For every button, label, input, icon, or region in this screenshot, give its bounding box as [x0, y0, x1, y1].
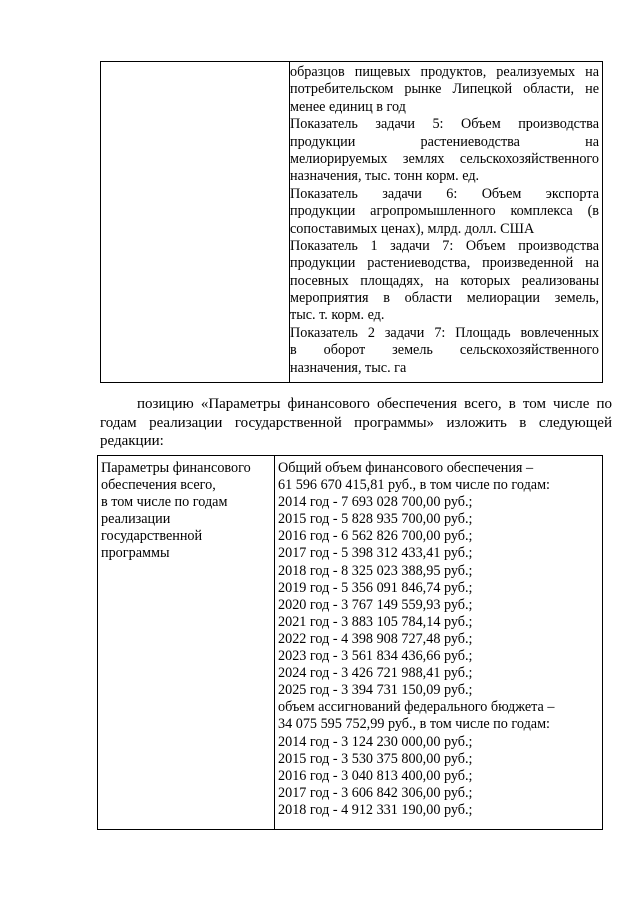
label-line: обеспечения всего,	[101, 477, 216, 494]
indicators-table	[100, 61, 603, 383]
funding-line: 2025 год - 3 394 731 150,09 руб.;	[278, 682, 473, 699]
text-line: тыс. т. корм. ед.	[290, 307, 385, 324]
label-line: реализации	[101, 511, 171, 528]
text-line: мелиорируемых землях сельскохозяйственного	[290, 150, 599, 167]
funding-line: 34 075 595 752,99 руб., в том числе по годам:	[278, 716, 550, 733]
funding-line: 2021 год - 3 883 105 784,14 руб.;	[278, 613, 473, 630]
funding-line: 2024 год - 3 426 721 988,41 руб.;	[278, 665, 473, 682]
funding-line: 2023 год - 3 561 834 436,66 руб.;	[278, 648, 473, 665]
label-line: программы	[101, 545, 170, 562]
funding-line: 2014 год - 7 693 028 700,00 руб.;	[278, 494, 473, 511]
funding-line: 2017 год - 5 398 312 433,41 руб.;	[278, 545, 473, 562]
funding-line: 2019 год - 5 356 091 846,74 руб.;	[278, 579, 473, 596]
label-line: государственной	[101, 528, 203, 545]
text-line: сопоставимых ценах), млрд. долл. США	[290, 220, 535, 237]
funding-line: 2022 год - 4 398 908 727,48 руб.;	[278, 630, 473, 647]
text-line: в оборот земель сельскохозяйственного	[290, 342, 599, 359]
funding-line: 2020 год - 3 767 149 559,93 руб.;	[278, 596, 473, 613]
funding-line: 61 596 670 415,81 руб., в том числе по годам:	[278, 477, 550, 494]
funding-table	[97, 455, 603, 830]
text-line: потребительском рынке Липецкой области, не	[290, 81, 599, 98]
funding-line: 2017 год - 3 606 842 306,00 руб.;	[278, 784, 473, 801]
funding-line: 2015 год - 5 828 935 700,00 руб.;	[278, 511, 473, 528]
text-line: назначения, тыс. тонн корм. ед.	[290, 168, 480, 185]
text-line: продукции агропромышленного комплекса (в	[290, 203, 599, 220]
funding-line: 2014 год - 3 124 230 000,00 руб.;	[278, 733, 473, 750]
funding-line: 2018 год - 8 325 023 388,95 руб.;	[278, 562, 473, 579]
body-paragraph	[100, 395, 612, 451]
text-line: Показатель 1 задачи 7: Объем производства	[290, 237, 599, 254]
text-line: мероприятия в области мелиорации земель,	[290, 290, 599, 307]
label-line: в том числе по годам	[101, 494, 228, 511]
text-line: посевных площадях, на которых реализованы	[290, 272, 599, 289]
paragraph-line: редакции:	[100, 433, 164, 449]
indicators-table-right-cell	[290, 64, 599, 377]
text-line: Показатель задачи 6: Объем экспорта	[290, 185, 599, 202]
text-line: Показатель 2 задачи 7: Площадь вовлеченных	[290, 324, 599, 341]
text-line: назначения, тыс. га	[290, 359, 407, 376]
text-line: продукции растениеводства, произведенной на	[290, 255, 599, 272]
funding-line: объем ассигнований федерального бюджета –	[278, 699, 555, 716]
text-line: образцов пищевых продуктов, реализуемых на	[290, 64, 599, 80]
paragraph-line: годам реализации государственной программы» изложить в следующей	[100, 414, 612, 431]
text-line: менее единиц в год	[290, 98, 406, 115]
indicators-table-left-cell	[101, 62, 290, 382]
funding-table-value-cell	[278, 460, 600, 819]
funding-line: 2016 год - 3 040 813 400,00 руб.;	[278, 767, 473, 784]
label-line: Параметры финансового	[101, 460, 251, 476]
text-line: Показатель задачи 5: Объем производства	[290, 116, 599, 133]
funding-line: 2015 год - 3 530 375 800,00 руб.;	[278, 750, 473, 767]
paragraph-line: позицию «Параметры финансового обеспечения всего, в том числе по	[137, 396, 612, 412]
funding-line: 2016 год - 6 562 826 700,00 руб.;	[278, 528, 473, 545]
funding-line: Общий объем финансового обеспечения –	[278, 460, 534, 476]
text-line: продукции растениеводства на	[290, 133, 599, 150]
funding-line: 2018 год - 4 912 331 190,00 руб.;	[278, 801, 473, 818]
funding-table-label-cell	[98, 456, 275, 829]
